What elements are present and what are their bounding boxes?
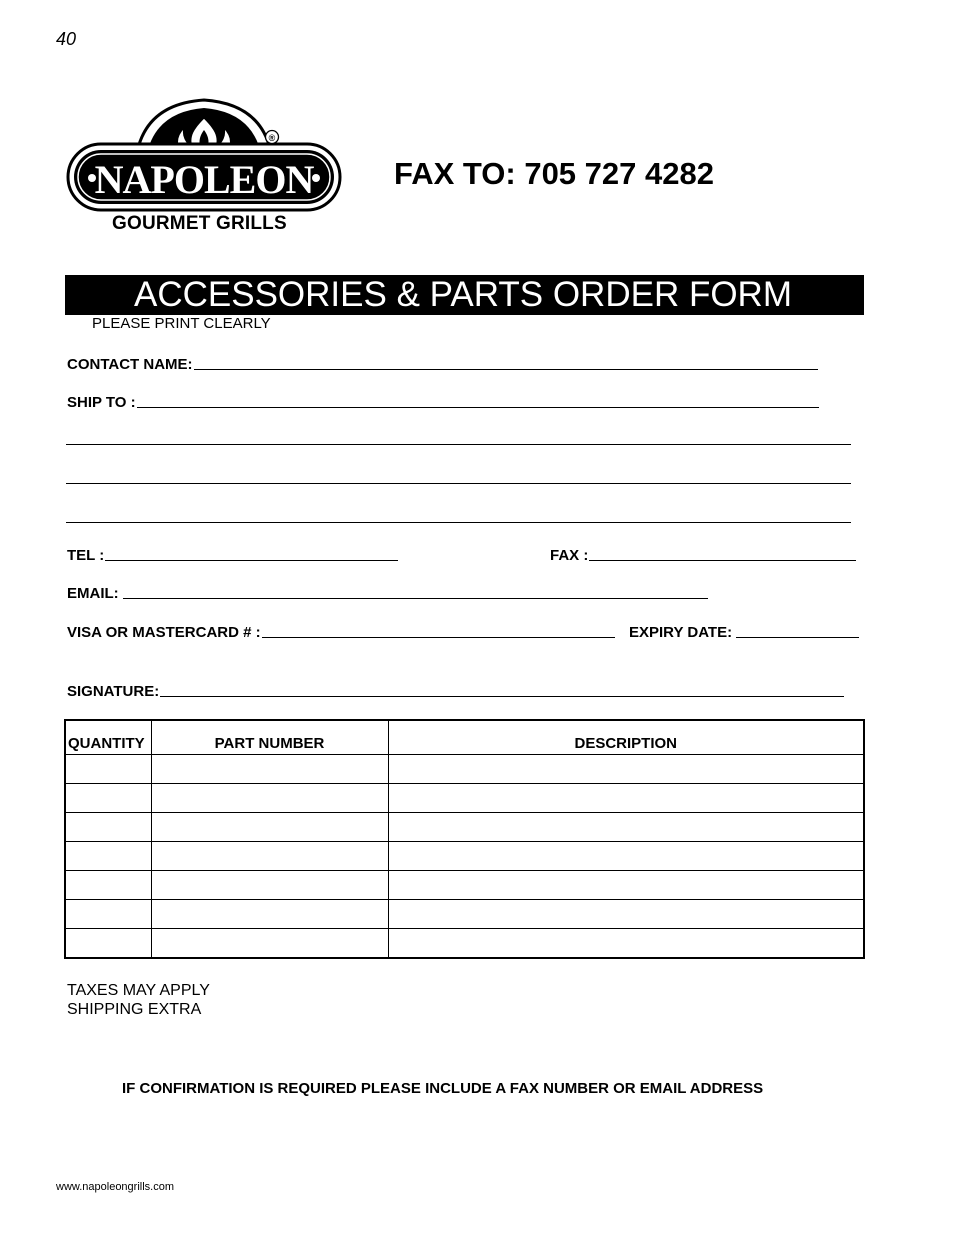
quantity-cell[interactable] [65, 900, 151, 929]
svg-text:®: ® [268, 133, 276, 143]
print-note: PLEASE PRINT CLEARLY [92, 315, 271, 332]
quantity-cell[interactable] [65, 755, 151, 784]
email-line[interactable] [123, 598, 708, 599]
quantity-header: QUANTITY [65, 720, 151, 755]
description-cell[interactable] [388, 842, 864, 871]
table-row [65, 784, 864, 813]
card-number-field[interactable] [67, 621, 615, 641]
taxes-note: TAXES MAY APPLY [67, 982, 210, 999]
description-cell[interactable] [388, 871, 864, 900]
description-cell[interactable] [388, 900, 864, 929]
part-number-header: PART NUMBER [151, 720, 388, 755]
quantity-cell[interactable] [65, 929, 151, 959]
part-number-cell[interactable] [151, 900, 388, 929]
description-cell[interactable] [388, 755, 864, 784]
form-title-banner: ACCESSORIES & PARTS ORDER FORM [65, 275, 864, 315]
fax-line[interactable] [589, 560, 856, 561]
expiry-date-line[interactable] [736, 637, 859, 638]
expiry-date-field[interactable] [629, 621, 859, 641]
address-line-3[interactable] [66, 522, 851, 523]
table-row [65, 900, 864, 929]
table-row [65, 871, 864, 900]
email-field[interactable] [67, 582, 708, 602]
signature-line[interactable] [160, 696, 844, 697]
description-cell[interactable] [388, 784, 864, 813]
table-row [65, 813, 864, 842]
contact-name-line[interactable] [194, 369, 818, 370]
part-number-cell[interactable] [151, 871, 388, 900]
table-row [65, 842, 864, 871]
signature-field[interactable] [67, 680, 844, 700]
card-number-line[interactable] [262, 637, 615, 638]
expiry-date-label: EXPIRY DATE: [629, 624, 733, 641]
fax-to-heading: FAX TO: 705 727 4282 [394, 156, 714, 191]
table-row [65, 755, 864, 784]
ship-to-label: SHIP TO : [67, 394, 136, 411]
signature-label: SIGNATURE: [67, 683, 160, 700]
tel-label: TEL : [67, 547, 105, 564]
logo-subtitle: GOURMET GRILLS [112, 213, 287, 234]
quantity-cell[interactable] [65, 784, 151, 813]
footer-url[interactable]: www.napoleongrills.com [56, 1181, 174, 1193]
card-number-label: VISA OR MASTERCARD # : [67, 624, 261, 641]
description-cell[interactable] [388, 929, 864, 959]
contact-name-field[interactable] [67, 353, 818, 373]
description-cell[interactable] [388, 813, 864, 842]
address-line-1[interactable] [66, 444, 851, 445]
part-number-cell[interactable] [151, 842, 388, 871]
part-number-cell[interactable] [151, 813, 388, 842]
table-row [65, 929, 864, 959]
address-line-2[interactable] [66, 483, 851, 484]
fax-label: FAX : [550, 547, 589, 564]
tel-line[interactable] [105, 560, 398, 561]
email-label: EMAIL: [67, 585, 119, 602]
contact-name-label: CONTACT NAME: [67, 356, 193, 373]
quantity-cell[interactable] [65, 842, 151, 871]
fax-field[interactable] [550, 544, 856, 564]
part-number-cell[interactable] [151, 929, 388, 959]
page-number: 40 [56, 29, 77, 49]
table-header-row [65, 720, 864, 755]
ship-to-line[interactable] [137, 407, 819, 408]
svg-text:NAPOLEON: NAPOLEON [94, 157, 314, 202]
quantity-cell[interactable] [65, 813, 151, 842]
shipping-note: SHIPPING EXTRA [67, 1001, 202, 1018]
ship-to-field[interactable] [67, 391, 819, 411]
part-number-cell[interactable] [151, 755, 388, 784]
tel-field[interactable] [67, 544, 398, 564]
part-number-cell[interactable] [151, 784, 388, 813]
confirmation-note: IF CONFIRMATION IS REQUIRED PLEASE INCLUDE A FAX NUMBER OR EMAIL ADDRESS [122, 1080, 764, 1097]
description-header: DESCRIPTION [388, 720, 864, 755]
parts-order-table [64, 719, 865, 959]
quantity-cell[interactable] [65, 871, 151, 900]
order-notes [67, 981, 210, 1019]
